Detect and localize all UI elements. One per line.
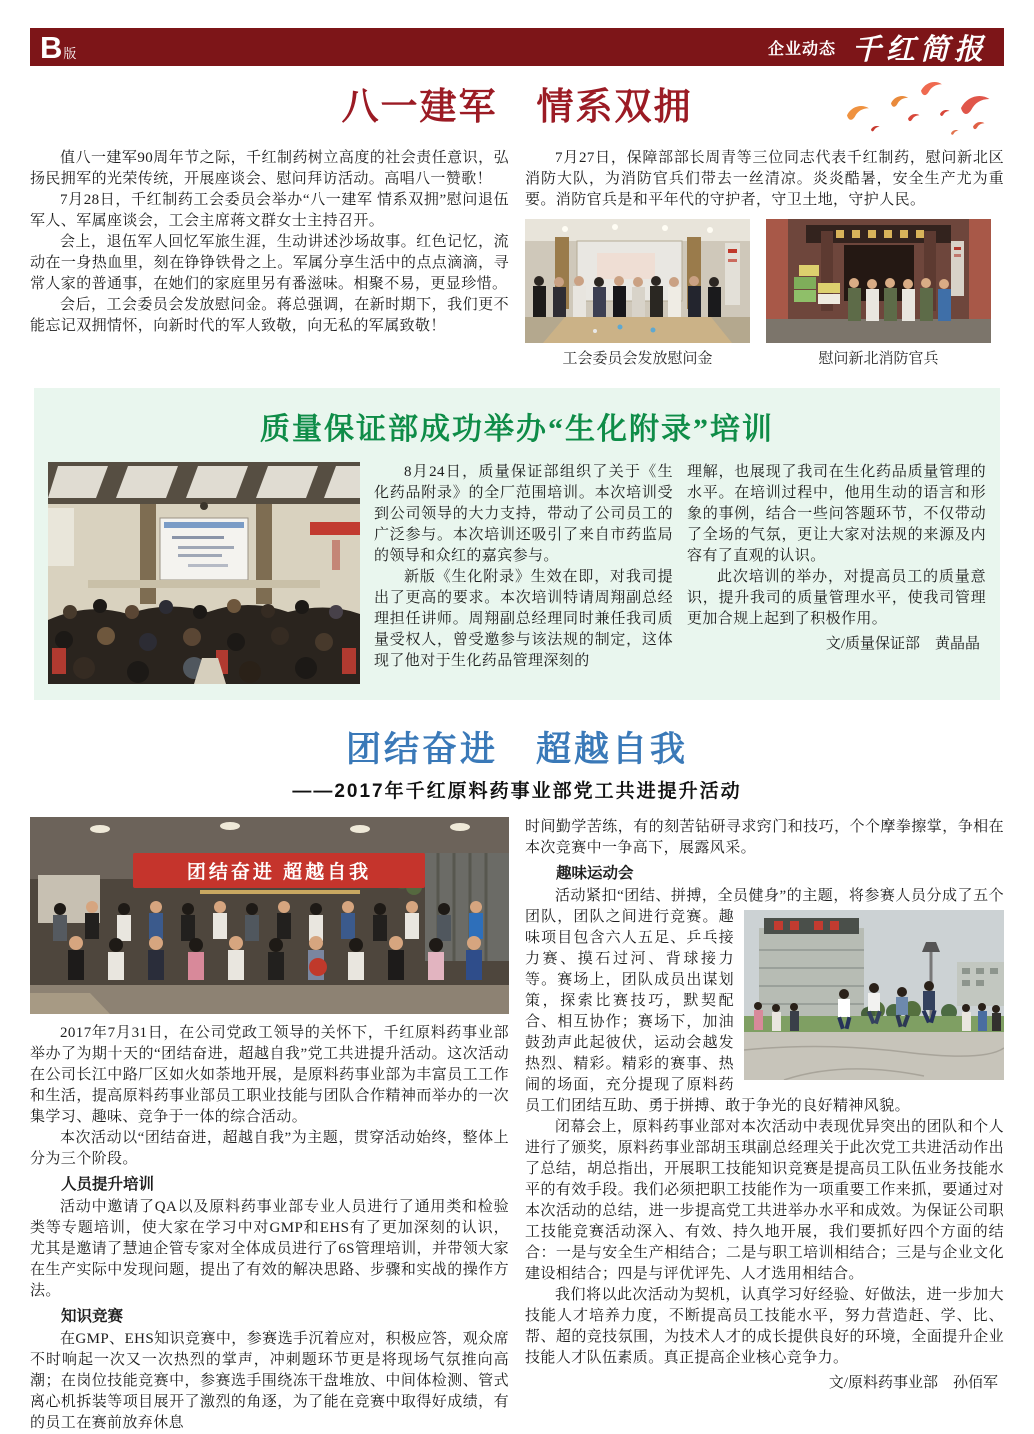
article3-paragraph: 本次活动以“团结奋进，超越自我”为主题，贯穿活动始终，整体上分为三个阶段。 bbox=[30, 1130, 509, 1167]
article3-paragraph: 时间勤学苦练，有的刻苦钻研寻求窍门和技巧，个个摩拳擦掌，争相在本次竞赛中一争高下，展露风采。 bbox=[525, 819, 1004, 856]
article2-paragraph: 8月24日，质量保证部组织了关于《生化药品附录》的全厂范围培训。本次培训受到公司领导的大力支持，带动了公司员工的广泛参与。本次培训还吸引了来自市药监局的领导和众红的嘉宾参与。 bbox=[374, 464, 673, 564]
photo-caption: 工会委员会发放慰问金 bbox=[562, 350, 713, 367]
article3-paragraph: 在GMP、EHS知识竞赛中，参赛选手沉着应对，积极应答，观众席不时响起一次又一次热烈的掌声，冲刺题环节更是将现场气氛推向高潮；在岗位技能竞赛中，参赛选手围绕冻干盘堆放、中间体检测、管式离心机拆装等项目展开了激烈的角逐，为了能在竞赛中取得好成绩，有的员工在赛前放弃休息 bbox=[30, 1331, 509, 1431]
article3-paragraph: 2017年7月31日，在公司党政工领导的关怀下，千红原料药事业部举办了为期十天的“团结奋进，超越自我”党工共进提升活动。这次活动在公司长江中路厂区如火如荼地开展，是原料药事业部为丰富员工工作和生活，提高原料药事业部员工职业技能与团队合作精神而举办的一次集学习、趣味、竞争于一体的综合活动。 bbox=[30, 1025, 509, 1125]
text-run: 活动紧扣“团结、拼搏，全员健身”的主题，将参赛人员分成了五个团队，团队之间进行竞赛。 bbox=[525, 888, 1004, 925]
article2-byline: 文/质量保证部 黄晶晶 bbox=[825, 636, 980, 652]
article1-paragraph: 会上，退伍军人回忆军旅生涯，生动讲述沙场故事。红色记忆，流动在一身热血里，刻在铮铮铁骨之上。军属分享生活中的点点滴滴，寻常人家的普通事，在她们的家庭里另有番滋味。相聚不易，更显珍惜。 bbox=[30, 234, 509, 292]
article3-right-column bbox=[525, 817, 1004, 1434]
photo-caption: 慰问新北消防官兵 bbox=[818, 350, 939, 367]
article3-paragraph: 活动中邀请了QA以及原料药事业部专业人员进行了通用类和检验类等专题培训，使大家在学习中对GMP和EHS有了更加深刻的认识，尤其是邀请了慧迪企管专家对全体成员进行了6S管理培训，并带领大家在生产实际中发现问题，提出了有效的解决思路、步骤和实战的操作方法。 bbox=[30, 1199, 509, 1299]
article1-right-column bbox=[525, 148, 1004, 368]
article2-paragraph: 此次培训的举办，对提高员工的质量意识，提升我司的质量管理水平，使我司管理更加合规上起到了积极作用。 bbox=[687, 569, 986, 627]
article1-paragraph: 7月28日，千红制药工会委员会举办“八一建军 情系双拥”慰问退伍军人、军属座谈会，工会主席蒋文群女士主持召开。 bbox=[30, 192, 509, 229]
article1-paragraph: 7月27日，保障部部长周青等三位同志代表千红制药，慰问新北区消防大队，为消防官兵们带去一丝清凉。炎炎酷暑，安全生产尤为重要。消防官兵是和平年代的守护者，守卫土地，守护人民。 bbox=[525, 150, 1004, 208]
article1-photo-row bbox=[525, 219, 1004, 368]
article3-subhead-quiz: 知识竞赛 bbox=[61, 1308, 124, 1325]
article3-title: 团结奋进 超越自我 bbox=[345, 730, 688, 769]
article2-column-1 bbox=[374, 462, 673, 684]
article-army-day bbox=[30, 84, 1004, 368]
article1-title: 八一建军 情系双拥 bbox=[341, 87, 693, 128]
article3-columns bbox=[30, 817, 1004, 1434]
article3-paragraph: 闭幕会上，原料药事业部对本次活动中表现优异突出的团队和个人进行了颁奖，原料药事业部胡玉琪副总经理关于此次党工共进活动作出了总结，胡总指出，开展职工技能知识竞赛是提高员工队伍业务技能水平的有效手段。我们必须把职工技能作为一项重要工作来抓，要通过对本次活动的总结，进一步提高党工共进举办水平和成效。为保证公司职工技能竞赛活动深入、有效、持久地开展，我们要抓好四个方面的结合：一是与安全生产相结合；二是与职工培训相结合；三是与企业文化建设相结合；四是与评优评先、人才选用相结合。 bbox=[525, 1119, 1004, 1282]
photo-consolation-payment bbox=[525, 219, 750, 368]
article3-paragraph: 我们将以此次活动为契机，认真学习好经验、好做法，进一步加大技能人才培养力度，不断提高员工技能水平，努力营造赶、学、比、帮、超的竞技氛围，为技术人才的成长提供良好的环境，全面提升企业技能人才队伍素质。真正提高企业核心竞争力。 bbox=[525, 1287, 1004, 1366]
birds-decoration-illustration bbox=[813, 76, 1008, 142]
article1-paragraph: 值八一建军90周年节之际，千红制药树立高度的社会责任意识，弘扬民拥军的光荣传统，开展座谈会、慰问拜访活动。高唱八一赞歌！ bbox=[30, 150, 509, 187]
article2-paragraph: 理解，也展现了我司在生化药品质量管理的水平。在培训过程中，他用生动的语言和形象的事例，结合一些问答题环节，不仅带动了全场的气氛，更让大家对法规的来源及内容有了直观的认识。 bbox=[687, 464, 986, 564]
article2-title: 质量保证部成功举办“生化附录”培训 bbox=[260, 413, 774, 446]
article3-subhead-sports: 趣味运动会 bbox=[556, 865, 634, 882]
article-qa-training-panel bbox=[34, 388, 1000, 700]
article2-paragraph: 新版《生化附录》生效在即，对我司提出了更高的要求。本次培训特请周翔副总经理担任讲师。周翔副总经理同时兼任我司质量受权人，曾受邀参与该法规的制定，这体现了他对于生化药品管理深刻的 bbox=[374, 569, 673, 669]
training-hall-photo bbox=[48, 462, 360, 684]
edition-label bbox=[40, 29, 77, 65]
article1-columns bbox=[30, 148, 1004, 368]
article1-title-row bbox=[30, 84, 1004, 142]
article-team-activity bbox=[30, 722, 1004, 1434]
article3-subtitle: ——2017年千红原料药事业部党工共进提升活动 bbox=[292, 781, 742, 802]
article2-column-2 bbox=[687, 462, 986, 684]
photo-fire-brigade-visit bbox=[766, 219, 991, 368]
fire-station-photo bbox=[766, 219, 991, 343]
group-photo-with-banner bbox=[30, 817, 509, 1014]
sports-activity-photo bbox=[744, 910, 1004, 1080]
masthead bbox=[30, 28, 1004, 66]
masthead-brand-name: 千红简报 bbox=[851, 31, 988, 66]
article1-left-column bbox=[30, 148, 509, 368]
masthead-brand bbox=[768, 27, 988, 68]
banner-slogan-text: 团结奋进 超越自我 bbox=[186, 862, 372, 883]
article1-paragraph: 会后，工会委员会发放慰问金。蒋总强调，在新时期下，我们更不能忘记双拥情怀，向新时代的军人致敬，向无私的军属致敬！ bbox=[30, 297, 509, 334]
edition-letter: B bbox=[40, 29, 63, 65]
article3-sports-paragraph bbox=[525, 886, 1004, 1117]
meeting-room-photo bbox=[525, 219, 750, 343]
article2-columns bbox=[48, 462, 986, 684]
article3-subhead-training: 人员提升培训 bbox=[61, 1176, 155, 1193]
text-run: 趣味项目包含六人五足、乒乓接力赛、摸石过河、背球接力等。赛场上，团队成员出谋划策，探索比赛技巧，默契配合、相互协作；赛场下，加油鼓劲声此起彼伏，运动会越发热烈、精彩。精彩的赛事、热闹的场面，充分提现了原料药员工们团结互助、勇于拼搏、敢于争光的良好精神风貌。 bbox=[525, 909, 911, 1114]
edition-suffix: 版 bbox=[63, 45, 77, 61]
masthead-category: 企业动态 bbox=[767, 40, 836, 58]
article3-left-column bbox=[30, 817, 509, 1434]
article3-byline: 文/原料药事业部 孙佰军 bbox=[828, 1375, 998, 1391]
